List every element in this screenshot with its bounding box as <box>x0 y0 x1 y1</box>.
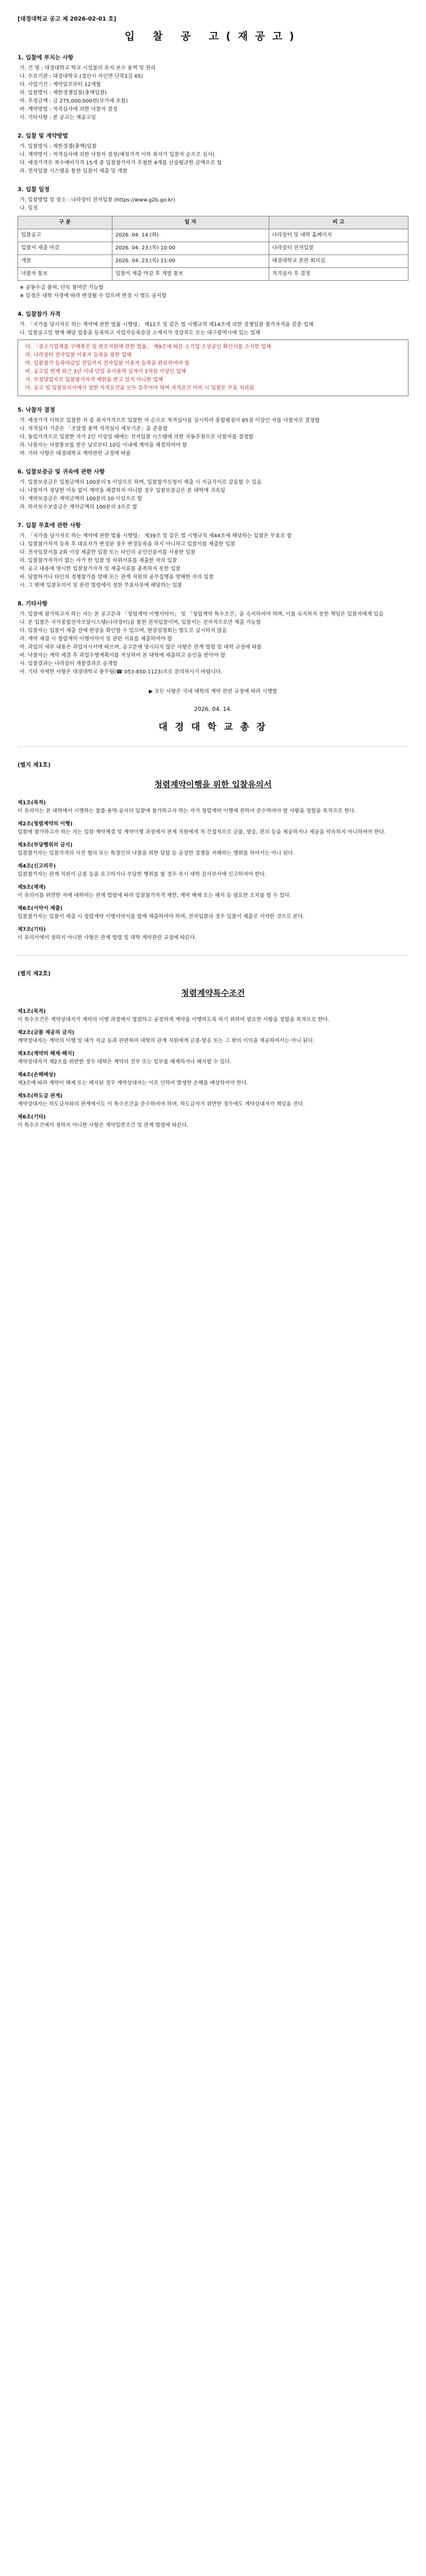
section-1 <box>18 53 408 122</box>
table-cell: 2026. 04. 23.(목) 10:00 <box>112 242 269 255</box>
article-body: 제3조에 따라 계약이 해제 또는 해지된 경우 계약상대자는 이로 인하여 발생한 손해를 배상하여야 한다. <box>18 1080 248 1086</box>
section-4-title: 4. 입찰참가 자격 <box>18 311 61 317</box>
section-1-line: 나. 수요기관 : 대경대학교 (경산시 자인면 단북1길 65) <box>20 74 143 79</box>
section-8 <box>18 599 408 676</box>
article-body: 이 유의서를 위반한 자에 대하여는 관계 법령에 따라 입찰참가자격 제한, 계약 해제 또는 해지 등 필요한 조치를 할 수 있다. <box>18 892 291 899</box>
schedule-note: ※ 일정은 대학 사정에 따라 변경될 수 있으며 변경 시 별도 공지함 <box>20 293 167 299</box>
annex-1 <box>18 760 408 942</box>
article-body: 이 특수조건은 계약상대자가 계약의 이행 과정에서 청렴하고 공정하게 계약을 이행하도록 하기 위하여 필요한 사항을 정함을 목적으로 한다. <box>18 1016 330 1023</box>
article-heading: 제2조(청렴계약의 이행) <box>18 821 73 827</box>
article-heading: 제4조(손해배상) <box>18 1072 56 1078</box>
article <box>18 799 408 815</box>
section-7 <box>18 521 408 590</box>
column-header: 구 분 <box>18 216 112 229</box>
section-4-line: 나. 입찰공고일 현재 해당 업종을 등록하고 사업자등록증상 소재지가 경상북도 또는 대구광역시에 있는 업체 <box>20 330 260 336</box>
section-8-line: 라. 계약 체결 시 청렴계약 이행서약서 및 관련 서류를 제출하여야 함 <box>20 636 172 642</box>
article-heading: 제7조(기타) <box>18 927 46 933</box>
article-body: 입찰참가자는 입찰가격의 사전 협의 또는 특정인의 낙찰을 위한 담합 등 공정한 경쟁을 저해하는 행위를 하여서는 아니 된다. <box>18 850 295 856</box>
article <box>18 905 408 921</box>
section-8-line: 바. 낙찰자는 계약 체결 후 과업수행계획서를 작성하여 본 대학에 제출하고 승인을 받아야 함 <box>20 653 225 658</box>
table-cell: 입찰공고 <box>18 229 112 242</box>
section-3-line: 가. 입찰방법 및 장소 : 나라장터 전자입찰 (https://www.g2b.go.kr) <box>20 197 175 203</box>
section-6 <box>18 467 408 512</box>
section-3 <box>18 185 408 300</box>
section-8-line: 나. 본 입찰은 국가종합전자조달시스템(나라장터)을 통한 전자입찰이며, 입찰서는 전자적으로만 제출 가능함 <box>20 620 261 625</box>
annex-1-label: (별지 제1호) <box>18 761 51 768</box>
section-7-line: 라. 입찰참가자격이 없는 자가 한 입찰 및 허위서류를 제출한 자의 입찰 <box>20 558 177 564</box>
section-6-line: 나. 낙찰자가 정당한 이유 없이 계약을 체결하지 아니할 경우 입찰보증금은 본 대학에 귀속됨 <box>20 488 225 494</box>
section-8-line: 아. 기타 자세한 사항은 대경대학교 총무팀(☎ 053-850-1123)으로 문의하시기 바랍니다. <box>20 669 223 675</box>
section-7-line: 나. 입찰참가자격 등록 후 대표자가 변경된 경우 변경등록을 하지 아니하고 입찰서를 제출한 입찰 <box>20 541 236 547</box>
table-cell: 2026. 04. 23.(목) 11:00 <box>112 255 269 268</box>
section-6-line: 다. 계약보증금은 계약금액의 100분의 10 이상으로 함 <box>20 496 142 502</box>
section-7-line: 가. 「국가를 당사자로 하는 계약에 관한 법률 시행령」 제39조 및 같은 법 시행규칙 제44조에 해당하는 입찰은 무효로 함 <box>20 533 292 539</box>
section-5-line: 라. 낙찰자는 낙찰통보를 받은 날로부터 10일 이내에 계약을 체결하여야 함 <box>20 443 187 448</box>
qualification-line: 라. 나라장터 전자입찰 이용자 등록을 필한 업체 <box>25 352 132 358</box>
section-6-title: 6. 입찰보증금 및 귀속에 관한 사항 <box>18 468 105 475</box>
section-2-line: 다. 예정가격은 복수예비가격 15개 중 입찰참가자가 추첨한 4개를 산술평균한 금액으로 함 <box>20 160 222 166</box>
section-5-line: 나. 적격심사 기준은 「조달청 용역 적격심사 세부기준」을 준용함 <box>20 426 168 432</box>
page-title: 입 찰 공 고(재공고) <box>124 30 302 42</box>
section-3-line: 나. 일정 <box>20 206 38 211</box>
table-cell: 입찰서 제출 마감 <box>18 242 112 255</box>
section-1-title: 1. 입찰에 부치는 사항 <box>18 54 74 61</box>
section-1-line: 마. 추정금액 : 금 275,000,000원(부가세 포함) <box>20 98 128 104</box>
article-body: 계약상대자가 제2조를 위반한 경우 대학은 계약의 전부 또는 일부를 해제하거나 해지할 수 있다. <box>18 1059 232 1065</box>
section-7-line: 다. 전자입찰서를 2회 이상 제출한 입찰 또는 타인의 공인인증서를 사용한 입찰 <box>20 550 195 555</box>
section-5-line: 가. 예정가격 이하로 입찰한 자 중 최저가격으로 입찰한 자 순으로 적격심사를 실시하여 종합평점이 85점 이상인 자를 낙찰자로 결정함 <box>20 418 320 423</box>
article-heading: 제1조(목적) <box>18 800 46 806</box>
section-2 <box>18 131 408 176</box>
article <box>18 1008 408 1024</box>
article <box>18 1071 408 1087</box>
article <box>18 820 408 836</box>
article-body: 이 유의서에서 정하지 아니한 사항은 관계 법령 및 대학 계약관련 규정에 따른다. <box>18 935 197 941</box>
section-7-title: 7. 입찰 무효에 관한 사항 <box>18 522 81 529</box>
section-2-line: 가. 입찰방식 : 제한경쟁(총액)입찰 <box>20 144 97 149</box>
table-cell: 개찰 <box>18 255 112 268</box>
section-7-line: 사. 그 밖에 입찰유의서 및 관련 법령에서 정한 무효사유에 해당하는 입찰 <box>20 583 183 588</box>
article-heading: 제6조(서약서 제출) <box>18 906 63 911</box>
article <box>18 1113 408 1129</box>
section-6-line: 가. 입찰보증금은 입찰금액의 100분의 5 이상으로 하며, 입찰참가신청서 제출 시 지급각서로 갈음할 수 있음 <box>20 480 262 485</box>
section-8-title: 8. 기타사항 <box>18 600 48 607</box>
table-cell: 적격심사 후 결정 <box>269 268 408 281</box>
schedule-note: ※ 공동수급 불허, 단독 참여만 가능함 <box>20 285 104 291</box>
section-7-line: 마. 공고 내용에 명시한 입찰참가자격 및 제출서류를 충족하지 못한 입찰 <box>20 566 181 572</box>
qualification-line: 사. 부정당업자로 입찰참가자격 제한을 받고 있지 아니한 업체 <box>25 377 163 383</box>
article-heading: 제5조(하도급 관계) <box>18 1093 63 1099</box>
article-body: 계약상대자는 하도급자와의 관계에서도 이 특수조건을 준수하여야 하며, 하도급자가 위반한 경우에도 계약상대자가 책임을 진다. <box>18 1101 305 1107</box>
qualification-line: 아. 공고 및 입찰유의서에서 정한 자격요건을 모두 갖추어야 하며 자격요건 미비 시 입찰은 무효 처리됨 <box>25 385 254 391</box>
annex-1-title: 청렴계약이행을 위한 입찰유의서 <box>154 779 272 789</box>
section-8-line: 사. 입찰결과는 나라장터 개찰결과로 공개함 <box>20 661 118 667</box>
closing-note: ▶ 모든 사항은 국내 대학의 계약 관련 규정에 따라 시행함 <box>149 689 277 694</box>
article <box>18 1092 408 1108</box>
article <box>18 1029 408 1045</box>
table-row <box>18 242 408 255</box>
schedule-table <box>18 216 408 281</box>
article-heading: 제5조(제재) <box>18 885 46 890</box>
section-5-line: 마. 기타 사항은 대경대학교 계약관련 규정에 따름 <box>20 451 131 456</box>
article-body: 입찰참가자는 입찰서 제출 시 청렴계약 이행서약서를 함께 제출하여야 하며, 전자입찰의 경우 입찰서 제출로 서약한 것으로 본다. <box>18 913 305 920</box>
section-2-line: 나. 계약방식 : 적격심사에 의한 낙찰자 결정(예정가격 이하 최저가 입찰자 순으로 심사) <box>20 152 215 158</box>
column-header: 비 고 <box>269 216 408 229</box>
article-body: 입찰에 참가하고자 하는 자는 입찰·계약체결 및 계약이행 과정에서 관계 직원에게 직·간접적으로 금품, 향응, 편의 등을 제공하거나 제공을 약속하지 아니하여야 한다. <box>18 829 386 835</box>
table-row <box>18 229 408 242</box>
section-1-line: 다. 사업기간 : 계약일로부터 12개월 <box>20 82 101 88</box>
article-body: 이 특수조건에서 정하지 아니한 사항은 계약일반조건 및 관계 법령에 따른다. <box>18 1122 189 1128</box>
table-row <box>18 255 408 268</box>
divider <box>18 955 408 956</box>
section-4 <box>18 310 408 396</box>
section-2-line: 라. 전자입찰 시스템을 통한 입찰서 제출 및 개찰 <box>20 168 127 174</box>
article-body: 계약상대자는 계약의 이행 및 대가 지급 등과 관련하여 대학의 관계 직원에게 금품·향응 또는 그 밖의 이익을 제공하여서는 아니 된다. <box>18 1038 315 1044</box>
section-1-line: 바. 계약방법 : 적격심사에 의한 낙찰자 결정 <box>20 107 118 112</box>
column-header: 일 자 <box>112 216 269 229</box>
article <box>18 862 408 878</box>
qualification-line: 마. 입찰참가 등록마감일 전일까지 전자입찰 이용자 등록을 완료하여야 함 <box>25 361 190 366</box>
table-cell: 나라장터 및 대학 홈페이지 <box>269 229 408 242</box>
qualification-line: 바. 공고일 현재 최근 3년 이내 단일 유사용역 실적이 1억원 이상인 업체 <box>25 369 186 375</box>
article-heading: 제6조(기타) <box>18 1114 46 1120</box>
annex-2-label: (별지 제2호) <box>18 970 51 977</box>
article-body: 입찰참가자는 관계 직원이 금품 등을 요구하거나 부당한 행위를 할 경우 즉시 대학 감사부서에 신고하여야 한다. <box>18 871 267 877</box>
annex-2-title: 청렴계약특수조건 <box>181 988 245 998</box>
article <box>18 841 408 857</box>
table-cell: 2026. 04. 14.(화) <box>112 229 269 242</box>
table-cell: 입찰서 제출 마감 후 개별 통보 <box>112 268 269 281</box>
article <box>18 1050 408 1066</box>
section-1-line: 라. 입찰방식 : 제한경쟁입찰(총액입찰) <box>20 90 107 96</box>
section-1-line: 사. 기타사항 : 본 공고는 재공고임 <box>20 115 96 121</box>
table-cell: 대경대학교 본관 회의실 <box>269 255 408 268</box>
section-2-title: 2. 입찰 및 계약방법 <box>18 132 68 139</box>
issuer-signature: 대 경 대 학 교 총 장 <box>158 722 268 733</box>
article-heading: 제3조(부당행위의 금지) <box>18 842 73 848</box>
table-header-row <box>18 216 408 229</box>
article <box>18 884 408 900</box>
section-6-line: 라. 하자보수보증금은 계약금액의 100분의 3으로 함 <box>20 504 138 510</box>
section-5 <box>18 405 408 458</box>
article-heading: 제2조(금품 제공의 금지) <box>18 1030 75 1036</box>
article <box>18 926 408 942</box>
article-heading: 제4조(신고의무) <box>18 863 56 869</box>
section-1-line: 가. 건 명 : 대경대학교 학교 시설물의 유지·보수 용역 및 관리 <box>20 65 156 71</box>
section-4-line: 가. 「국가를 당사자로 하는 계약에 관한 법률 시행령」 제12조 및 같은 법 시행규칙 제14조에 의한 경쟁입찰 참가자격을 갖춘 업체 <box>20 322 314 328</box>
section-7-line: 바. 담합하거나 타인의 경쟁참가를 방해 또는 관계 직원의 공무집행을 방해한 자의 입찰 <box>20 574 214 580</box>
section-8-line: 다. 입찰자는 입찰서 제출 전에 현장을 확인할 수 있으며, 현장설명회는 별도로 실시하지 않음 <box>20 628 227 634</box>
annex-2 <box>18 969 408 1129</box>
article-body: 이 유의서는 본 대학에서 시행하는 물품·용역·공사의 입찰에 참가하고자 하는 자가 청렴계약 이행에 관하여 준수하여야 할 사항을 정함을 목적으로 한다. <box>18 808 356 814</box>
table-cell: 나라장터 전자입찰 <box>269 242 408 255</box>
notice-date: 2026. 04. 14. <box>194 706 232 713</box>
table-row <box>18 268 408 281</box>
table-cell: 낙찰자 통보 <box>18 268 112 281</box>
qualification-line: 다. 「중소기업제품 구매촉진 및 판로지원에 관한 법률」 제9조에 따른 소기업·소상공인 확인서를 소지한 업체 <box>25 344 271 350</box>
article-heading: 제3조(계약의 해제·해지) <box>18 1051 75 1057</box>
notice-number: [대경대학교 공고 제 2026-02-01 호] <box>18 15 117 22</box>
article-heading: 제1조(목적) <box>18 1009 46 1014</box>
section-5-line: 다. 동일가격으로 입찰한 자가 2인 이상일 때에는 전자입찰 시스템에 의한 자동추첨으로 낙찰자를 결정함 <box>20 434 254 440</box>
section-5-title: 5. 낙찰자 결정 <box>18 406 55 413</box>
qualification-box <box>18 340 408 396</box>
section-8-line: 가. 입찰에 참가하고자 하는 자는 본 공고문과 「청렴계약 이행서약서」 및 「청렴계약 특수조건」을 숙지하여야 하며, 이를 숙지하지 못한 책임은 입찰자에게 있음 <box>20 612 384 617</box>
section-3-title: 3. 입찰 일정 <box>18 186 50 193</box>
section-8-line: 마. 과업의 세부 내용은 과업지시서에 따르며, 공고문에 명시되지 않은 사항은 관계 법령 및 대학 규정에 따름 <box>20 645 262 650</box>
